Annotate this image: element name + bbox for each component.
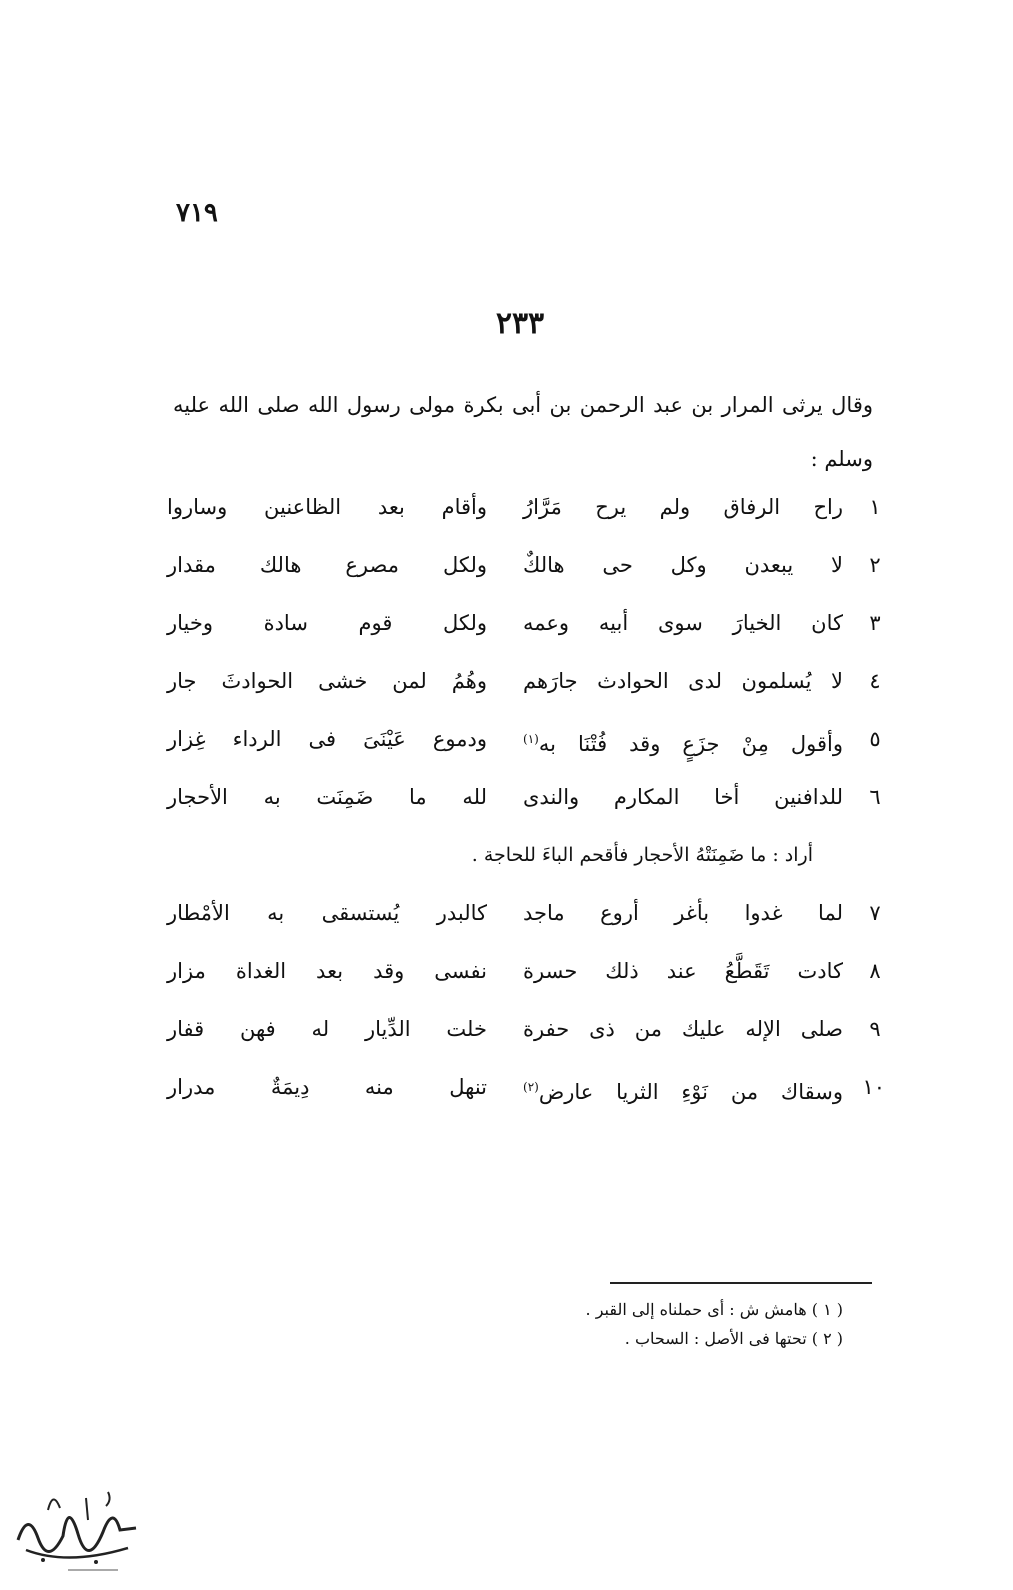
verse-first-hemistich: لا يُسلمون لدى الحوادث جارَهم	[523, 669, 843, 693]
verse-first-hemistich: كان الخيارَ سوى أبيه وعمه	[523, 611, 843, 635]
verse-first-hemistich: كادت تَقَطَّعُ عند ذلك حسرة	[523, 959, 843, 983]
verse-first-hemistich: للدافنين أخا المكارم والندى	[523, 785, 843, 809]
verse-second-hemistich: ولكل مصرع هالك مقدار	[167, 553, 487, 577]
verse-second-hemistich: تنهل منه دِيمَةٌ مدرار	[167, 1075, 487, 1099]
verse-line	[151, 602, 881, 660]
verse-number: ٣	[869, 611, 881, 635]
verse-first-text: وسقاك من نَوْءِ الثريا عارض	[538, 1080, 843, 1104]
verse-line	[151, 892, 881, 950]
poem-body	[151, 486, 885, 1124]
footnote-2: ( ٢ ) تحتها فى الأصل : السحاب .	[624, 1329, 843, 1348]
footnote-1: ( ١ ) هامش ش : أى حملناه إلى القبر .	[585, 1300, 843, 1319]
verse-line	[151, 1066, 885, 1124]
verse-number: ٩	[869, 1017, 881, 1041]
verse-first-hemistich: صلى الإله عليك من ذى حفرة	[523, 1017, 843, 1041]
verse-first-hemistich: لما غدوا بأغر أروع ماجد	[523, 901, 843, 925]
verse-number: ١٠	[862, 1075, 885, 1099]
verse-first-text: وأقول مِنْ جزَعٍ وقد فُتْنَا به	[538, 732, 843, 756]
verse-second-hemistich: وأقام بعد الظاعنين وساروا	[167, 495, 487, 519]
verse-number: ٢	[869, 553, 881, 577]
verse-second-hemistich: لله ما ضَمِنَت به الأحجار	[167, 785, 487, 809]
verse-number: ٧	[869, 901, 881, 925]
verse-number: ٦	[869, 785, 881, 809]
verse-line	[151, 718, 881, 776]
verse-first-hemistich	[523, 718, 843, 765]
verse-number: ٨	[869, 959, 881, 983]
verse-second-hemistich: وهُمُ لمن خشى الحوادثَ جار	[167, 669, 487, 693]
footnote-divider	[610, 1282, 872, 1284]
footnote-reference: (٢)	[523, 1080, 539, 1094]
verse-number: ٤	[869, 669, 881, 693]
verse-second-hemistich: خلت الدِّيار له فهن قفار	[167, 1017, 487, 1041]
poem-number: ٢٣٣	[495, 306, 545, 341]
gloss-note: أراد : ما ضَمِنَتْهُ الأحجار فأقحم الباءَ للحاجة .	[471, 844, 813, 866]
footnote-reference: (١)	[523, 732, 539, 746]
verse-line	[151, 776, 881, 834]
verse-second-hemistich: نفسى وقد بعد الغداة مزار	[167, 959, 487, 983]
calligraphy-stamp-logo	[8, 1470, 148, 1580]
verse-number: ١	[869, 495, 881, 519]
verse-number: ٥	[869, 727, 881, 751]
verse-second-hemistich: ودموع عَيْنَىَ فى الرداء غِزار	[167, 727, 487, 751]
verse-line	[151, 1008, 881, 1066]
intro-paragraph: وقال يرثى المرار بن عبد الرحمن بن أبى بكرة مولى رسول الله صلى الله عليه وسلم :	[173, 393, 873, 471]
verse-first-hemistich: لا يبعدن وكل حى هالكٌ	[523, 553, 843, 577]
verse-line	[151, 544, 881, 602]
verse-first-hemistich	[523, 1066, 843, 1113]
verse-line	[151, 950, 881, 1008]
verse-line	[151, 660, 881, 718]
page-number: ٧١٩	[176, 198, 218, 228]
verse-second-hemistich: كالبدر يُستسقى به الأمْطار	[167, 901, 487, 925]
verse-second-hemistich: ولكل قوم سادة وخيار	[167, 611, 487, 635]
verse-first-hemistich: راح الرفاق ولم يرح مَرَّارُ	[523, 495, 843, 519]
footnotes	[343, 1295, 843, 1353]
verse-line	[151, 486, 881, 544]
